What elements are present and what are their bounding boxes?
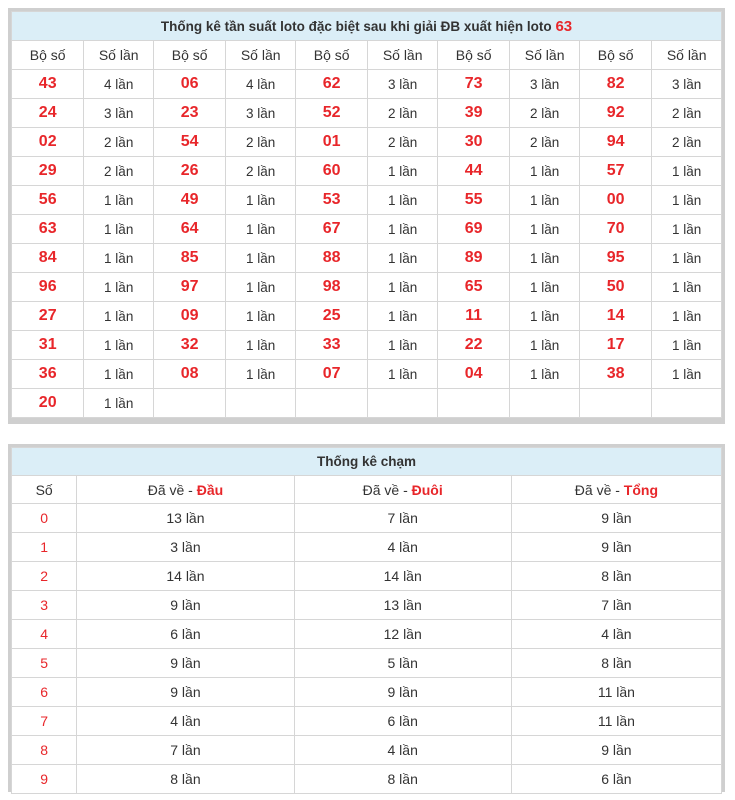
pair-number: 30: [437, 128, 509, 157]
tail-count-cell: 8 lần: [294, 765, 511, 794]
pair-count: 2 lần: [84, 128, 154, 157]
sum-count-cell: 11 lần: [511, 707, 721, 736]
touch-row: [12, 562, 722, 591]
col-header-sum: [511, 476, 721, 504]
digit-cell: 7: [12, 707, 77, 736]
pair-count: 1 lần: [226, 186, 296, 215]
touch-row: [12, 736, 722, 765]
head-count-cell: 13 lần: [77, 504, 294, 533]
pair-count: 1 lần: [368, 302, 438, 331]
frequency-row: [12, 99, 722, 128]
pair-number: 17: [579, 331, 651, 360]
pair-count: [226, 389, 296, 418]
pair-number: 43: [12, 70, 84, 99]
sum-count-cell: 9 lần: [511, 504, 721, 533]
pair-count: 1 lần: [652, 157, 722, 186]
sum-count-cell: 8 lần: [511, 562, 721, 591]
touch-panel: [8, 444, 725, 792]
pair-number: 20: [12, 389, 84, 418]
pair-count: 3 lần: [84, 99, 154, 128]
pair-count: 2 lần: [226, 128, 296, 157]
pair-number: 39: [437, 99, 509, 128]
pair-count: 1 lần: [226, 215, 296, 244]
frequency-row: [12, 302, 722, 331]
tail-count-cell: 13 lần: [294, 591, 511, 620]
sum-count-cell: 8 lần: [511, 649, 721, 678]
col-header-count: Số lần: [84, 41, 154, 70]
pair-number: 38: [579, 360, 651, 389]
frequency-table: [11, 11, 722, 418]
touch-row: [12, 620, 722, 649]
pair-count: 3 lần: [510, 70, 580, 99]
head-count-cell: 4 lần: [77, 707, 294, 736]
tail-count-cell: 4 lần: [294, 533, 511, 562]
frequency-row: [12, 186, 722, 215]
pair-number: 95: [579, 244, 651, 273]
head-count-cell: 8 lần: [77, 765, 294, 794]
frequency-row: [12, 331, 722, 360]
pair-number: 32: [153, 331, 225, 360]
pair-count: 1 lần: [84, 186, 154, 215]
pair-count: 1 lần: [510, 273, 580, 302]
col-header-pair: Bộ số: [295, 41, 367, 70]
col-header-count: Số lần: [652, 41, 722, 70]
head-count-cell: 9 lần: [77, 591, 294, 620]
touch-row: [12, 678, 722, 707]
pair-number: 36: [12, 360, 84, 389]
pair-number: [579, 389, 651, 418]
pair-count: 1 lần: [368, 157, 438, 186]
pair-number: 94: [579, 128, 651, 157]
pair-number: 09: [153, 302, 225, 331]
tail-count-cell: 6 lần: [294, 707, 511, 736]
col-header-digit: Số: [12, 476, 77, 504]
sum-count-cell: 7 lần: [511, 591, 721, 620]
pair-count: 1 lần: [84, 331, 154, 360]
head-count-cell: 6 lần: [77, 620, 294, 649]
pair-number: 62: [295, 70, 367, 99]
touch-title: Thống kê chạm: [12, 448, 722, 476]
pair-number: 57: [579, 157, 651, 186]
sum-count-cell: 4 lần: [511, 620, 721, 649]
tail-count-cell: 9 lần: [294, 678, 511, 707]
touch-row: [12, 533, 722, 562]
pair-count: 4 lần: [84, 70, 154, 99]
col-header-count: Số lần: [368, 41, 438, 70]
col-header-pair: Bộ số: [579, 41, 651, 70]
pair-count: 2 lần: [368, 128, 438, 157]
pair-number: 08: [153, 360, 225, 389]
pair-number: 92: [579, 99, 651, 128]
pair-number: 23: [153, 99, 225, 128]
pair-count: 1 lần: [652, 302, 722, 331]
pair-count: 3 lần: [652, 70, 722, 99]
pair-count: 1 lần: [84, 273, 154, 302]
pair-count: [510, 389, 580, 418]
pair-count: 1 lần: [368, 244, 438, 273]
pair-number: 06: [153, 70, 225, 99]
pair-number: 52: [295, 99, 367, 128]
col-header-head: [77, 476, 294, 504]
pair-number: 49: [153, 186, 225, 215]
pair-number: 96: [12, 273, 84, 302]
frequency-header-row: [12, 41, 722, 70]
pair-number: 73: [437, 70, 509, 99]
touch-row: [12, 504, 722, 533]
digit-cell: 8: [12, 736, 77, 765]
col-header-pair: Bộ số: [153, 41, 225, 70]
head-count-cell: 7 lần: [77, 736, 294, 765]
head-count-cell: 9 lần: [77, 649, 294, 678]
pair-number: 70: [579, 215, 651, 244]
pair-number: 14: [579, 302, 651, 331]
tail-count-cell: 14 lần: [294, 562, 511, 591]
pair-count: 2 lần: [652, 99, 722, 128]
frequency-row: [12, 215, 722, 244]
sum-count-cell: 9 lần: [511, 736, 721, 765]
pair-count: 1 lần: [510, 331, 580, 360]
pair-number: 22: [437, 331, 509, 360]
col-header-sum-label: Tổng: [623, 481, 659, 498]
digit-cell: 1: [12, 533, 77, 562]
tail-count-cell: 5 lần: [294, 649, 511, 678]
tail-count-cell: 12 lần: [294, 620, 511, 649]
pair-number: 02: [12, 128, 84, 157]
touch-row: [12, 707, 722, 736]
head-count-cell: 3 lần: [77, 533, 294, 562]
pair-count: 2 lần: [510, 128, 580, 157]
frequency-row: [12, 244, 722, 273]
pair-number: 29: [12, 157, 84, 186]
pair-number: 67: [295, 215, 367, 244]
pair-count: 1 lần: [226, 244, 296, 273]
pair-count: 1 lần: [652, 215, 722, 244]
col-header-prefix: Đã về -: [362, 481, 412, 498]
digit-cell: 6: [12, 678, 77, 707]
pair-number: 26: [153, 157, 225, 186]
pair-count: 1 lần: [652, 360, 722, 389]
pair-count: [368, 389, 438, 418]
pair-count: 2 lần: [84, 157, 154, 186]
pair-number: 31: [12, 331, 84, 360]
pair-count: 1 lần: [510, 302, 580, 331]
col-header-head-label: Đầu: [196, 481, 224, 498]
pair-number: 44: [437, 157, 509, 186]
digit-cell: 9: [12, 765, 77, 794]
digit-cell: 0: [12, 504, 77, 533]
pair-count: 4 lần: [226, 70, 296, 99]
pair-count: 3 lần: [226, 99, 296, 128]
pair-count: 1 lần: [510, 215, 580, 244]
pair-count: 1 lần: [510, 157, 580, 186]
pair-count: 1 lần: [368, 215, 438, 244]
pair-number: 56: [12, 186, 84, 215]
touch-row: [12, 591, 722, 620]
pair-count: 1 lần: [510, 186, 580, 215]
head-count-cell: 14 lần: [77, 562, 294, 591]
pair-number: 65: [437, 273, 509, 302]
col-header-count: Số lần: [226, 41, 296, 70]
pair-count: 1 lần: [652, 186, 722, 215]
pair-count: 1 lần: [226, 302, 296, 331]
pair-number: 63: [12, 215, 84, 244]
digit-cell: 3: [12, 591, 77, 620]
pair-number: 24: [12, 99, 84, 128]
frequency-row: [12, 273, 722, 302]
pair-count: 1 lần: [84, 244, 154, 273]
pair-number: 89: [437, 244, 509, 273]
sum-count-cell: 11 lần: [511, 678, 721, 707]
digit-cell: 2: [12, 562, 77, 591]
frequency-row: [12, 389, 722, 418]
pair-count: 2 lần: [226, 157, 296, 186]
pair-number: 33: [295, 331, 367, 360]
pair-count: 3 lần: [368, 70, 438, 99]
pair-count: 1 lần: [652, 244, 722, 273]
pair-count: 1 lần: [84, 302, 154, 331]
pair-count: 1 lần: [368, 331, 438, 360]
pair-count: [652, 389, 722, 418]
pair-count: 1 lần: [368, 186, 438, 215]
pair-number: [153, 389, 225, 418]
sum-count-cell: 9 lần: [511, 533, 721, 562]
pair-count: 1 lần: [368, 360, 438, 389]
pair-number: 97: [153, 273, 225, 302]
pair-number: 98: [295, 273, 367, 302]
pair-number: 55: [437, 186, 509, 215]
col-header-tail-label: Đuôi: [411, 481, 443, 498]
tail-count-cell: 7 lần: [294, 504, 511, 533]
pair-count: 1 lần: [368, 273, 438, 302]
pair-number: 01: [295, 128, 367, 157]
pair-number: 25: [295, 302, 367, 331]
touch-row: [12, 649, 722, 678]
pair-number: 53: [295, 186, 367, 215]
pair-number: 50: [579, 273, 651, 302]
pair-count: 1 lần: [226, 360, 296, 389]
frequency-row: [12, 360, 722, 389]
col-header-prefix: Đã về -: [574, 481, 624, 498]
pair-count: 1 lần: [84, 389, 154, 418]
col-header-pair: Bộ số: [12, 41, 84, 70]
col-header-pair: Bộ số: [437, 41, 509, 70]
digit-cell: 5: [12, 649, 77, 678]
frequency-title-number: 63: [555, 17, 573, 35]
pair-number: 88: [295, 244, 367, 273]
frequency-title-text: Thống kê tần suất loto đặc biệt sau khi giải ĐB xuất hiện loto: [160, 18, 552, 34]
touch-header-row: [12, 476, 722, 504]
pair-number: 82: [579, 70, 651, 99]
pair-number: 85: [153, 244, 225, 273]
pair-count: 1 lần: [652, 273, 722, 302]
pair-number: 27: [12, 302, 84, 331]
head-count-cell: 9 lần: [77, 678, 294, 707]
pair-count: 1 lần: [652, 331, 722, 360]
digit-cell: 4: [12, 620, 77, 649]
touch-row: [12, 765, 722, 794]
pair-count: 1 lần: [226, 331, 296, 360]
touch-table: [11, 447, 722, 794]
pair-count: 2 lần: [652, 128, 722, 157]
frequency-title: [12, 12, 722, 41]
pair-number: 11: [437, 302, 509, 331]
pair-number: 00: [579, 186, 651, 215]
pair-number: [295, 389, 367, 418]
pair-number: 54: [153, 128, 225, 157]
pair-count: 1 lần: [84, 215, 154, 244]
frequency-row: [12, 157, 722, 186]
tail-count-cell: 4 lần: [294, 736, 511, 765]
pair-count: 1 lần: [510, 244, 580, 273]
pair-count: 1 lần: [226, 273, 296, 302]
col-header-count: Số lần: [510, 41, 580, 70]
pair-number: 60: [295, 157, 367, 186]
frequency-panel: [8, 8, 725, 424]
frequency-row: [12, 128, 722, 157]
pair-number: [437, 389, 509, 418]
pair-count: 2 lần: [510, 99, 580, 128]
pair-number: 64: [153, 215, 225, 244]
pair-number: 69: [437, 215, 509, 244]
pair-number: 07: [295, 360, 367, 389]
pair-count: 1 lần: [84, 360, 154, 389]
pair-count: 2 lần: [368, 99, 438, 128]
col-header-prefix: Đã về -: [147, 481, 197, 498]
pair-number: 84: [12, 244, 84, 273]
col-header-tail: [294, 476, 511, 504]
pair-count: 1 lần: [510, 360, 580, 389]
sum-count-cell: 6 lần: [511, 765, 721, 794]
frequency-row: [12, 70, 722, 99]
pair-number: 04: [437, 360, 509, 389]
